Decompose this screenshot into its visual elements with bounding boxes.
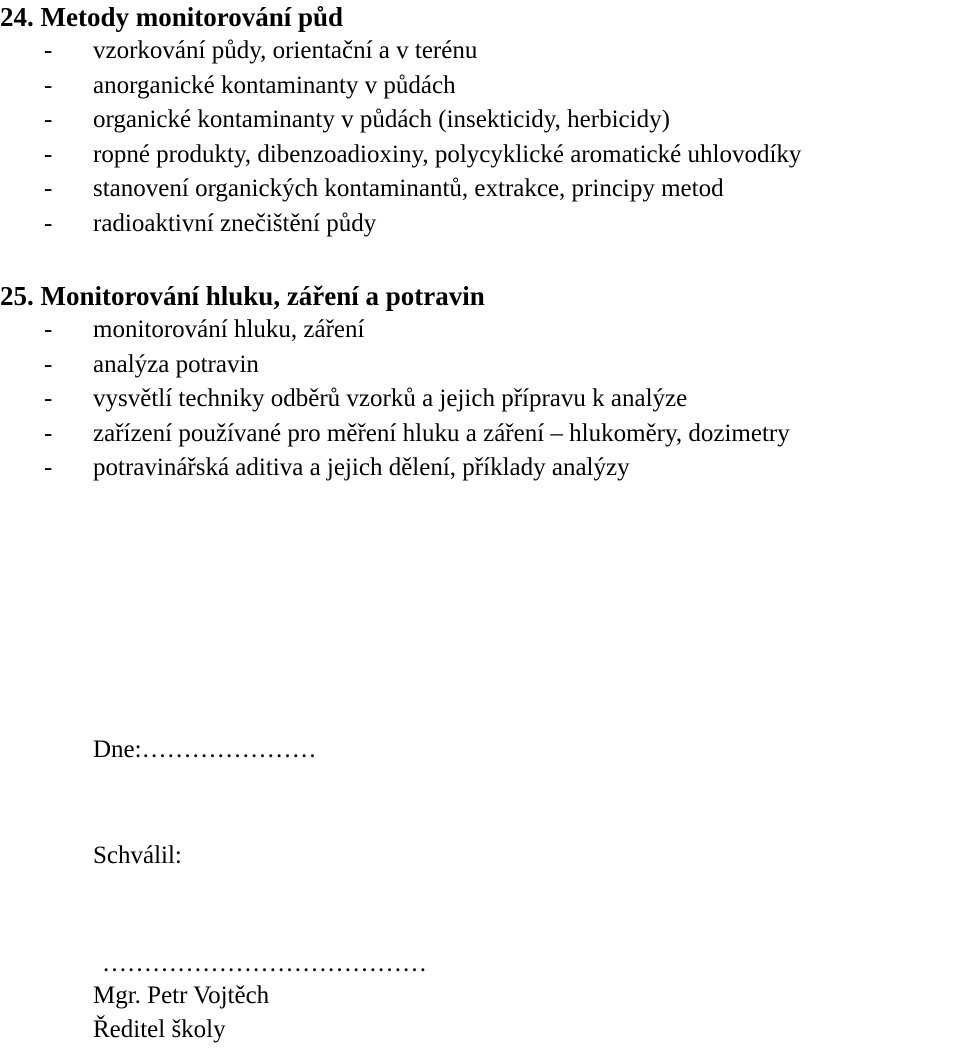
bullet-dash: - (44, 419, 53, 447)
list-item (0, 382, 960, 417)
bullet-dash: - (44, 209, 53, 237)
list-item (0, 348, 960, 383)
list-item-text: stanovení organických kontaminantů, extrakce, principy metod (93, 175, 724, 203)
list-item-text: ropné produkty, dibenzoadioxiny, polycyklické aromatické uhlovodíky (93, 140, 802, 168)
date-line: Dne:………………… (93, 736, 317, 763)
bullet-dash: - (44, 106, 53, 134)
list-item (0, 207, 960, 242)
bullet-dash: - (44, 385, 53, 413)
section-title: 25. Monitorování hluku, záření a potravin (0, 281, 485, 311)
bullet-dash: - (44, 350, 53, 378)
bullet-list (0, 34, 960, 242)
list-item-text: zařízení používané pro měření hluku a záření – hlukoměry, dozimetry (93, 419, 790, 447)
approved-by-label: Schválil: (93, 842, 182, 869)
section-25 (0, 279, 960, 486)
section-24 (0, 0, 960, 242)
section-title: 24. Metody monitorování půd (0, 2, 344, 32)
bullet-list (0, 313, 960, 486)
list-item-text: potravinářská aditiva a jejich dělení, příklady analýzy (93, 454, 630, 482)
list-item-text: vzorkování půdy, orientační a v terénu (93, 37, 478, 64)
list-item (0, 69, 960, 104)
list-item-text: organické kontaminanty v půdách (insekticidy, herbicidy) (93, 106, 670, 134)
signatory-name: Mgr. Petr Vojtěch (93, 982, 270, 1009)
list-item (0, 138, 960, 173)
list-item-text: analýza potravin (93, 350, 259, 378)
bullet-dash: - (44, 71, 53, 99)
list-item-text: vysvětlí techniky odběrů vzorků a jejich přípravu k analýze (93, 385, 688, 413)
list-item (0, 313, 960, 348)
list-item-text: monitorování hluku, záření (93, 316, 365, 343)
signatory-role: Ředitel školy (93, 1016, 226, 1043)
list-item (0, 172, 960, 207)
bullet-dash: - (44, 454, 53, 482)
bullet-dash: - (44, 175, 53, 203)
bullet-dash: - (44, 316, 53, 343)
list-item (0, 451, 960, 486)
list-item-text: anorganické kontaminanty v půdách (93, 71, 456, 99)
list-item (0, 34, 960, 69)
list-item (0, 417, 960, 452)
bullet-dash: - (44, 37, 53, 64)
bullet-dash: - (44, 140, 53, 168)
signature-line: ………………………………… (102, 950, 427, 977)
list-item-text: radioaktivní znečištění půdy (93, 209, 377, 237)
list-item (0, 103, 960, 138)
